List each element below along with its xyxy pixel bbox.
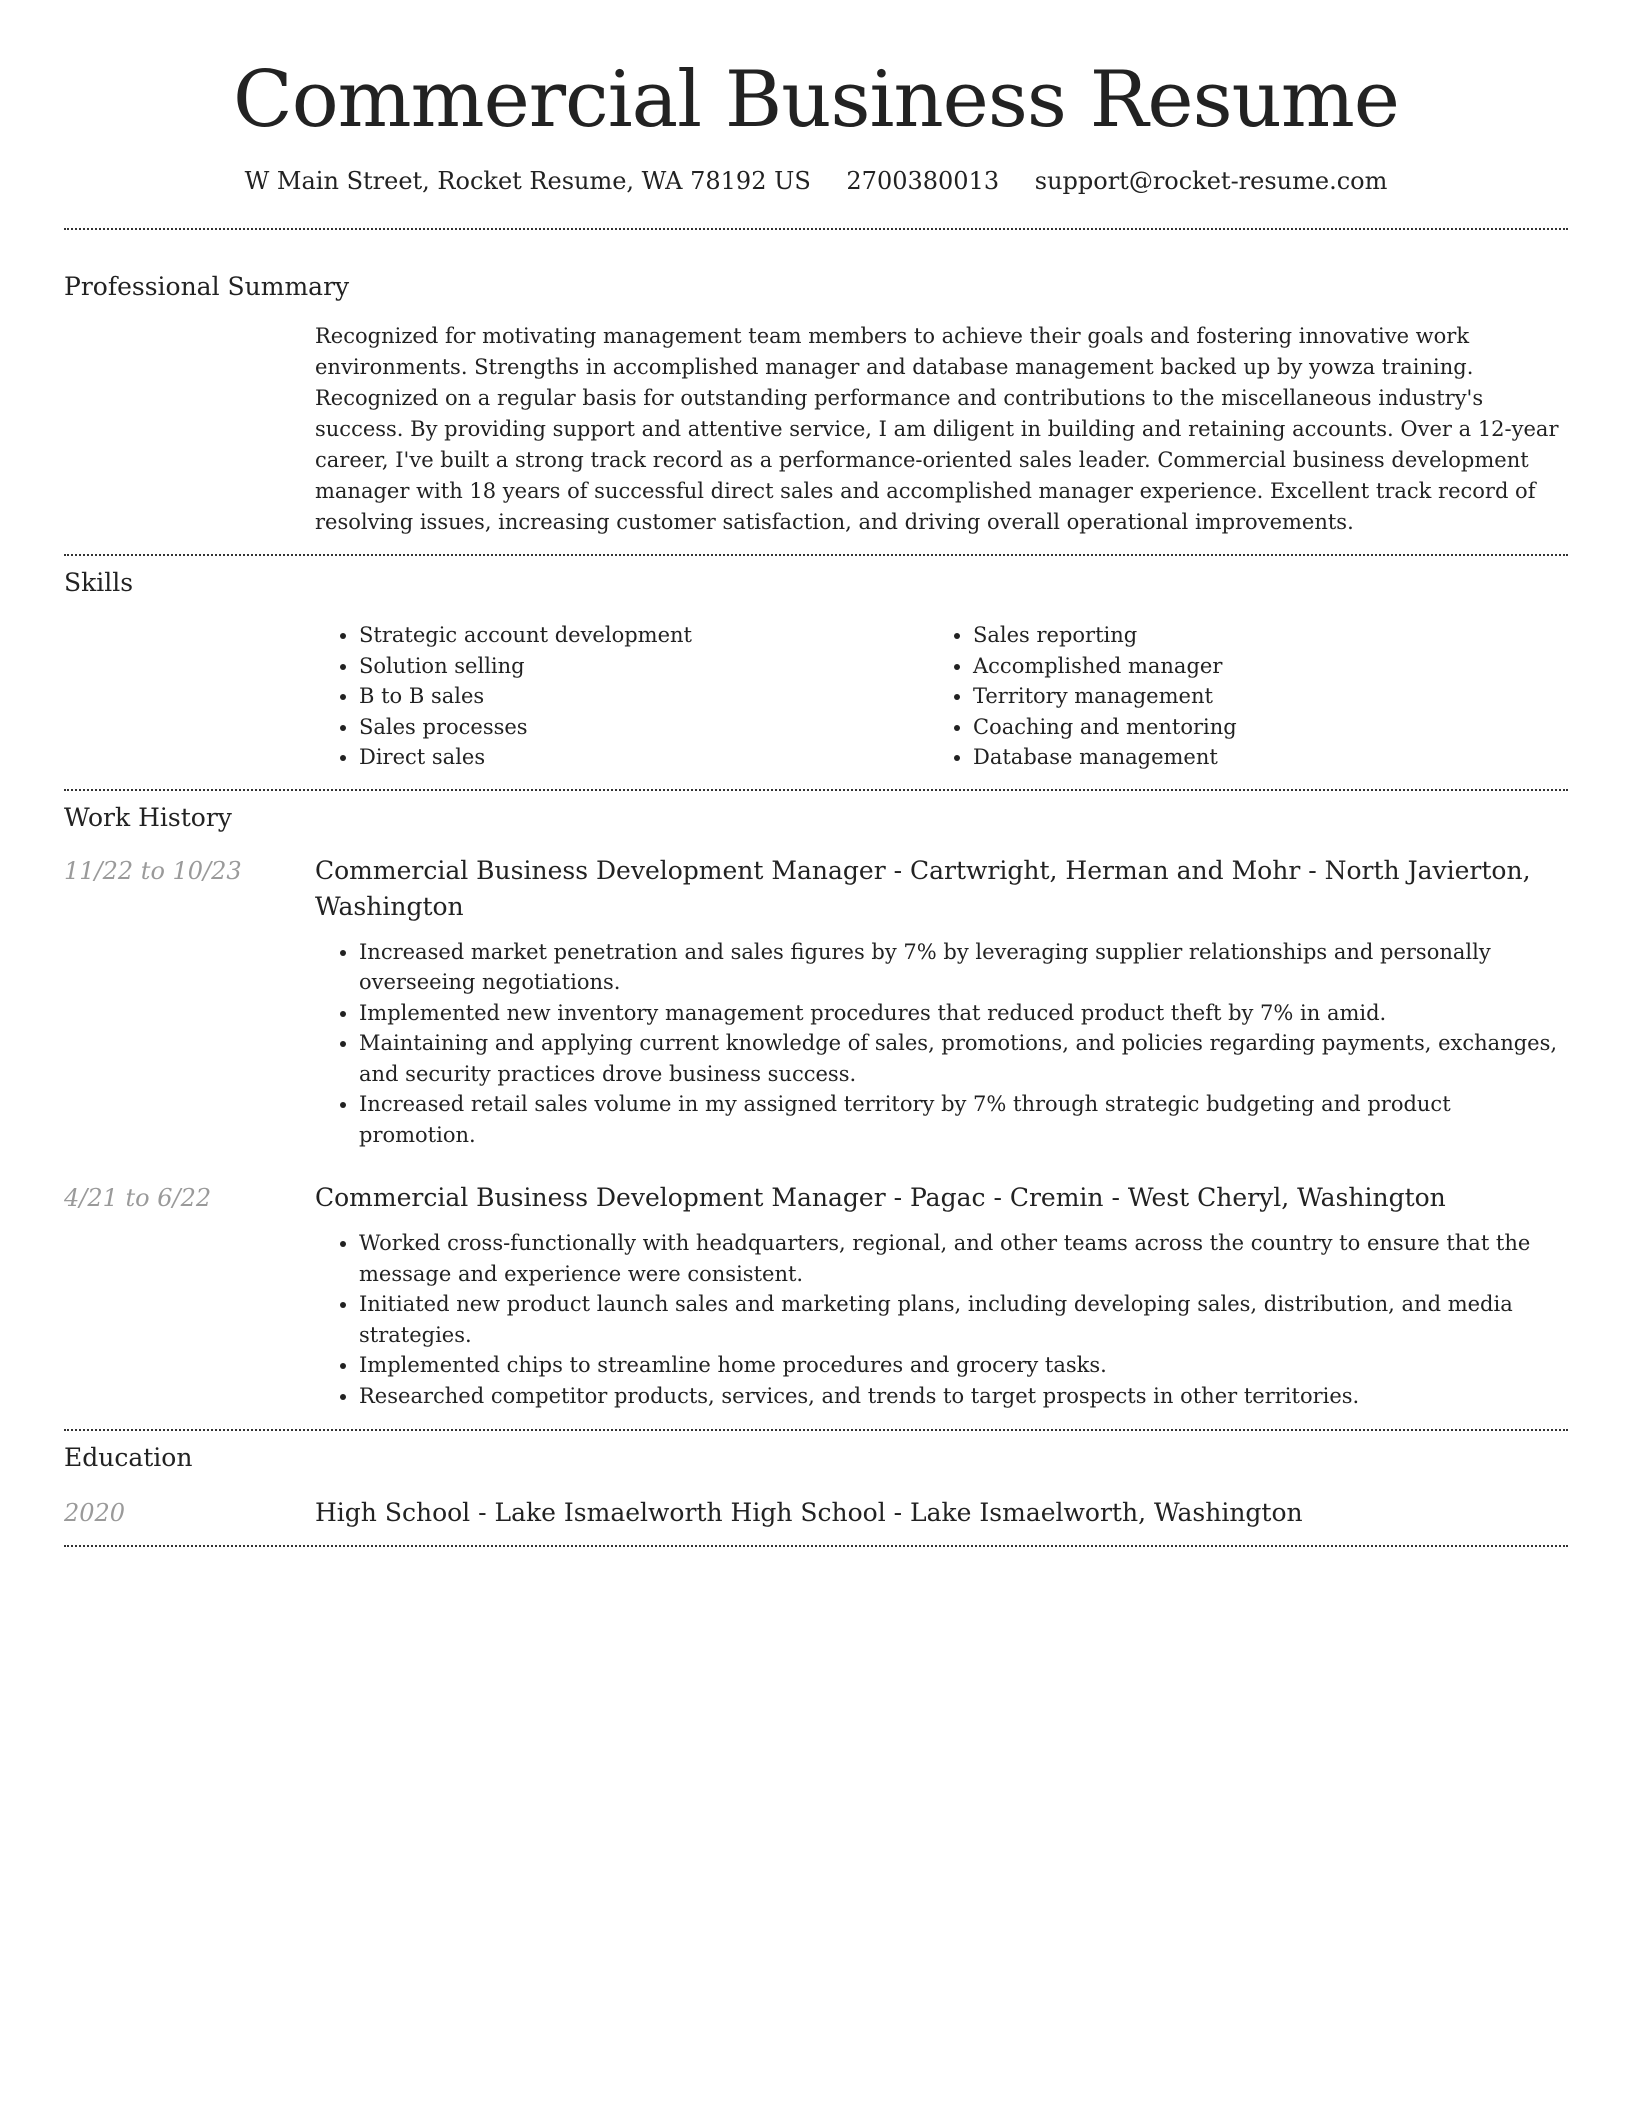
skill-item: • Direct sales xyxy=(359,742,929,773)
education-title: High School - Lake Ismaelworth High School - Lake Ismaelworth, Washington xyxy=(315,1498,1303,1527)
work-heading: Work History xyxy=(64,802,232,832)
summary-text: Recognized for motivating management team members to achieve their goals and fostering innovative work environments. Strengths in accomplished manager and database management backed up by yowza training. Recognized on a regular basis for outstanding performance and contributions to the miscellaneous industry's success. By providing support and attentive service, I am diligent in building and retaining accounts. Over a 12-year career, I've built a strong track record as a performance-oriented sales leader. Commercial business development manager with 18 years of successful direct sales and accomplished manager experience. Excellent track record of resolving issues, increasing customer satisfaction, and driving overall operational improvements. xyxy=(315,324,1559,534)
resume-page xyxy=(64,0,1568,1547)
skill-item: • Territory management xyxy=(973,681,1543,712)
job-title: Commercial Business Development Manager - Pagac - Cremin - West Cheryl, Washington xyxy=(315,1183,1446,1212)
skill-item: • Accomplished manager xyxy=(973,651,1543,682)
skill-item: • Coaching and mentoring xyxy=(973,712,1543,743)
job-bullet: • Researched competitor products, services, and trends to target prospects in other territories. xyxy=(359,1381,1568,1412)
job-body xyxy=(315,1180,1568,1411)
job-bullet: • Maintaining and applying current knowledge of sales, promotions, and policies regarding payments, exchanges, and security practices drove business success. xyxy=(359,1028,1568,1089)
skill-item: • B to B sales xyxy=(359,681,929,712)
job-bullet: • Increased retail sales volume in my assigned territory by 7% through strategic budgeting and product promotion. xyxy=(359,1089,1568,1150)
skills-columns xyxy=(315,620,1568,773)
skills-left-spacer xyxy=(64,620,315,773)
job-bullet: • Implemented chips to streamline home procedures and grocery tasks. xyxy=(359,1350,1568,1381)
job-bullets xyxy=(315,937,1568,1151)
divider xyxy=(64,228,1568,230)
job-bullet: • Increased market penetration and sales figures by 7% by leveraging supplier relationships and personally overseeing negotiations. xyxy=(359,937,1568,998)
contact-address: W Main Street, Rocket Resume, WA 78192 US xyxy=(244,167,811,195)
education-entry xyxy=(64,1495,1568,1531)
job-bullet: • Initiated new product launch sales and marketing plans, including developing sales, distribution, and media strategies. xyxy=(359,1289,1568,1350)
divider xyxy=(64,554,1568,556)
skills-heading: Skills xyxy=(64,568,134,597)
divider xyxy=(64,789,1568,791)
education-body xyxy=(315,1495,1568,1531)
divider xyxy=(64,1429,1568,1431)
education-heading: Education xyxy=(64,1443,193,1472)
job-title: Commercial Business Development Manager - Cartwright, Herman and Mohr - North Javierton, Washington xyxy=(315,855,1531,921)
job-entry xyxy=(64,1180,1568,1411)
skills-row xyxy=(64,620,1568,773)
contact-phone: 2700380013 xyxy=(846,167,1000,195)
skills-list-1 xyxy=(315,620,929,773)
job-dates: 11/22 to 10/23 xyxy=(64,856,242,885)
skills-list-2 xyxy=(929,620,1543,773)
skill-item: • Database management xyxy=(973,742,1543,773)
skill-item: • Sales processes xyxy=(359,712,929,743)
divider xyxy=(64,1545,1568,1547)
summary-row xyxy=(64,321,1568,538)
job-bullet: • Implemented new inventory management procedures that reduced product theft by 7% in amid. xyxy=(359,998,1568,1029)
job-dates: 4/21 to 6/22 xyxy=(64,1184,212,1212)
summary-left-spacer xyxy=(64,321,315,538)
resume-title: Commercial Business Resume xyxy=(233,55,1399,145)
summary-heading: Professional Summary xyxy=(64,272,350,301)
contact-line xyxy=(64,164,1568,198)
skill-item: • Strategic account development xyxy=(359,620,929,651)
job-bullet: • Worked cross-functionally with headquarters, regional, and other teams across the country to ensure that the message and experience were consistent. xyxy=(359,1228,1568,1289)
summary-body xyxy=(315,321,1568,538)
skill-item: • Sales reporting xyxy=(973,620,1543,651)
job-body xyxy=(315,853,1568,1151)
contact-email: support@rocket-resume.com xyxy=(1034,167,1388,195)
job-bullets xyxy=(315,1228,1568,1411)
education-year: 2020 xyxy=(64,1499,126,1527)
skill-item: • Solution selling xyxy=(359,651,929,682)
job-entry xyxy=(64,853,1568,1151)
